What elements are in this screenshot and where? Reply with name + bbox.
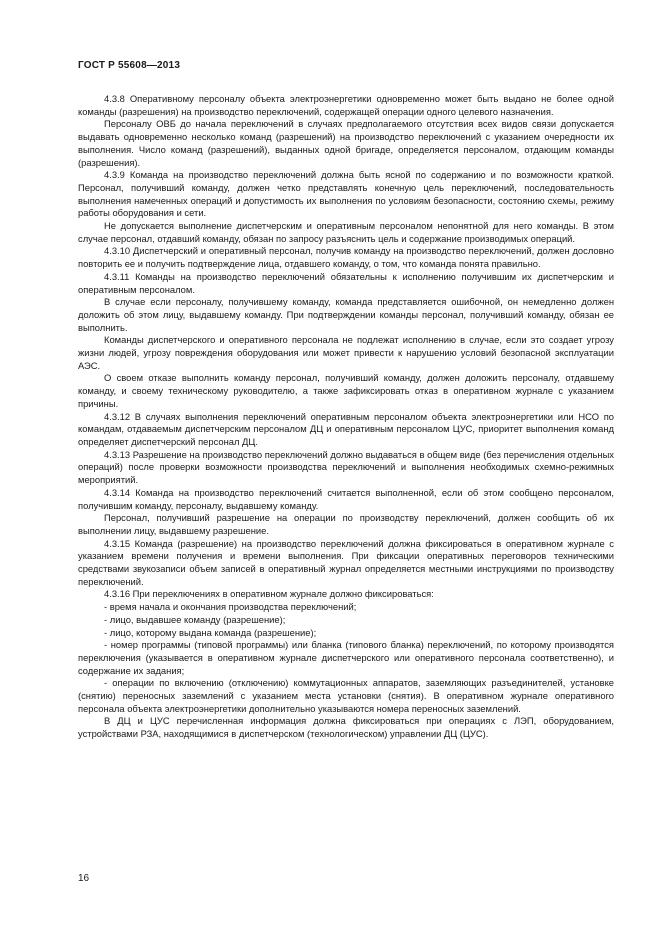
paragraph: 4.3.12 В случаях выполнения переключений оперативным персоналом объекта электроэнергетики или НСО по командам, отдаваемым диспетчерским персоналом ДЦ и оперативным персоналом ЦУС, приоритет выполнения команд определяет диспетчерский персонал ДЦ.: [78, 410, 614, 447]
document-header: ГОСТ Р 55608—2013: [78, 60, 181, 71]
paragraph: Персонал, получивший разрешение на операции по производству переключений, должен сообщить об их выполнении лицу, выдавшему разрешение.: [78, 512, 614, 536]
list-item: - время начала и окончания производства переключений;: [104, 601, 357, 613]
paragraph: В ДЦ и ЦУС перечисленная информация должна фиксироваться при операциях с ЛЭП, оборудованием, устройствами РЗА, находящимися в диспетчерском (технологическом) управлении ДЦ (ЦУС).: [78, 715, 614, 740]
paragraph: 4.3.14 Команда на производство переключений считается выполненной, если об этом сообщено персоналом, получившим команду, персоналу, выдавшему команду.: [78, 486, 614, 511]
paragraph: В случае если персоналу, получившему команду, команда представляется ошибочной, он немедленно должен доложить об этом лицу, выдавшему команду. При подтверждении команды персонал, получивший команду, обязан ее выполнить.: [78, 296, 614, 333]
list-item: - лицо, выдавшее команду (разрешение);: [104, 613, 286, 625]
paragraph: 4.3.16 При переключениях в оперативном журнале должно фиксироваться:: [104, 588, 434, 600]
paragraph: Команды диспетчерского и оперативного персонала не подлежат исполнению в случае, если это создает угрозу жизни людей, угрозу повреждения оборудования или может привести к нарушению условий безопасной эксплуатации АЭС.: [78, 334, 614, 371]
list-item: - лицо, которому выдана команда (разрешение);: [104, 626, 317, 638]
paragraph: Персоналу ОВБ до начала переключений в случаях предполагаемого отсутствия всех видов связи допускается выдавать одновременно несколько команд (разрешений) на производство переключений с указанием очередности их выполнения. Число команд (разрешений), выданных одной бригаде, определяется персоналом, отдающим команды (разрешения).: [78, 118, 614, 168]
paragraph: Не допускается выполнение диспетчерским и оперативным персоналом непонятной для него команды. В этом случае персонал, отдавший команду, обязан по запросу разъяснить цель и содержание производимых операций.: [78, 220, 614, 244]
page-number: 16: [78, 873, 90, 884]
paragraph: 4.3.10 Диспетчерский и оперативный персонал, получив команду на производство переключений, должен дословно повторить ее и получить подтверждение лица, отдавшего команду, о том, что команда понята правильно.: [78, 245, 614, 270]
paragraph: 4.3.9 Команда на производство переключений должна быть ясной по содержанию и по возможности краткой. Персонал, получивший команду, должен четко представлять конечную цель переключений, последовательность выполнения намеченных операций и допустимость их выполнения по условиям безопасности, состоянию схемы, режиму работы оборудования и сети.: [78, 169, 614, 219]
paragraph: 4.3.11 Команды на производство переключений обязательны к исполнению получившим их диспетчерским и оперативным персоналом.: [78, 270, 614, 295]
list-item: - операции по включению (отключению) коммутационных аппаратов, заземляющих разъединителей, установке (снятию) переносных заземлений с указанием места установки (снятия). В оперативном журнале оперативного персонала объекта электроэнергетики дополнительно указываются номера переносных заземлений.: [78, 677, 614, 714]
list-item: - номер программы (типовой программы) или бланка (типового бланка) переключений, по которому производятся переключения (указывается в оперативном журнале диспетчерского или оперативного персонала соответственно), и содержание их задания;: [78, 639, 614, 676]
paragraph: 4.3.15 Команда (разрешение) на производство переключений должна фиксироваться в оперативном журнале с указанием времени получения и времени выполнения. При фиксации оперативных переговоров техническими средствами звукозаписи объем записей в оперативный журнал определяется местными инструкциями по производству переключений.: [78, 537, 614, 587]
paragraph: 4.3.8 Оперативному персоналу объекта электроэнергетики одновременно может быть выдано не более одной команды (разрешения) на производство переключений, содержащей операции одного целевого назначения.: [78, 93, 614, 117]
paragraph: 4.3.13 Разрешение на производство переключений должно выдаваться в общем виде (без перечисления отдельных операций) после проверки возможности производства переключений и выполнения необходимых схемно-режимных мероприятий.: [78, 448, 614, 486]
paragraph: О своем отказе выполнить команду персонал, получивший команду, должен доложить персоналу, отдавшему команду, и своему техническому руководителю, а также зафиксировать отказ в оперативном журнале с указанием причины.: [78, 372, 614, 409]
document-body: [78, 93, 614, 741]
